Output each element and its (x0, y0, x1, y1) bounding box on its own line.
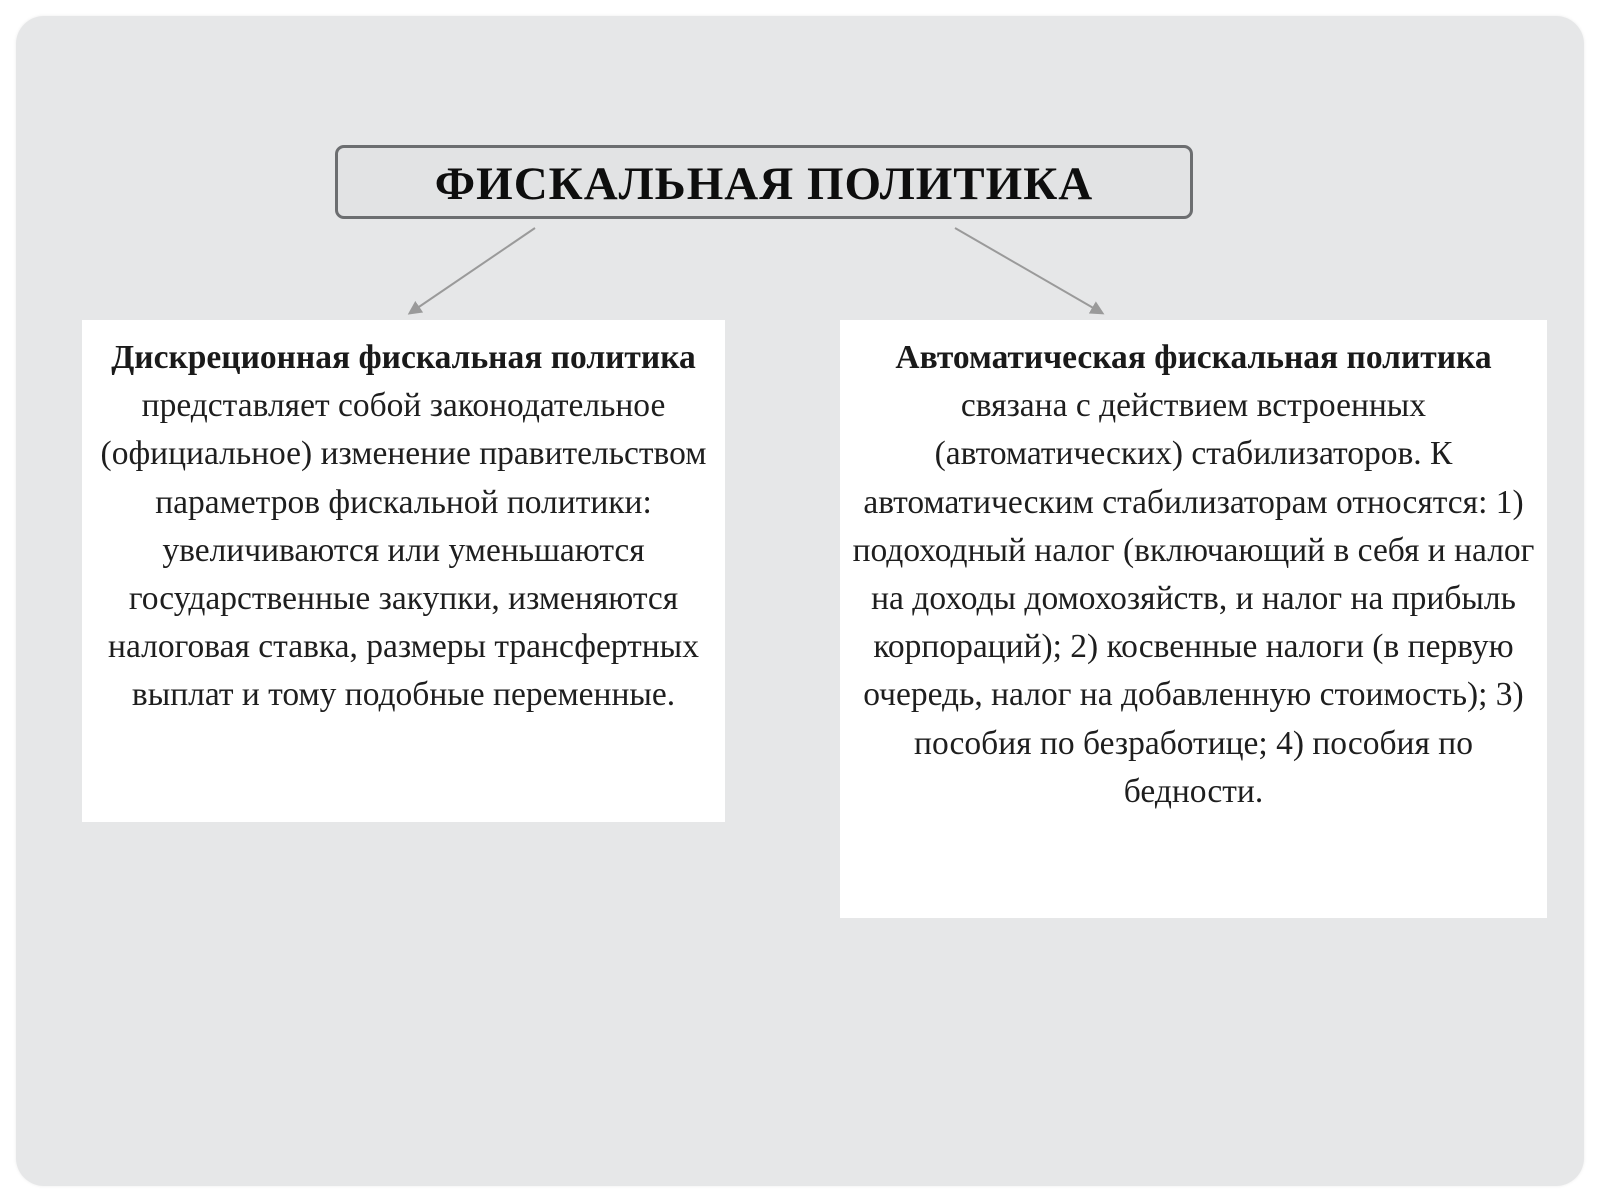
discretionary-policy-description: представляет собой законодательное (официальное) изменение правительством параметров фискальной политики: увеличиваются или уменьшаются государственные закупки, изменяются налоговая ставка, размеры трансфертных выплат и тому подобные переменные. (100, 387, 707, 714)
automatic-policy-term: Автоматическая фискальная политика (895, 339, 1492, 376)
automatic-policy-box (840, 320, 1547, 918)
diagram-title: ФИСКАЛЬНАЯ ПОЛИТИКА (434, 158, 1094, 210)
automatic-policy-description: связана с действием встроенных (автоматических) стабилизаторов. К автоматическим стабилизаторам относятся: 1) подоходный налог (включающий в себя и налог на доходы домохозяйств, и налог на прибыль корпораций); 2) косвенные налоги (в первую очередь, налог на добавленную стоимость); 3) пособия по безработице; 4) пособия по бедности. (852, 387, 1535, 810)
title-box (335, 145, 1193, 219)
discretionary-policy-box (82, 320, 725, 822)
discretionary-policy-term: Дискреционная фискальная политика (111, 339, 696, 376)
